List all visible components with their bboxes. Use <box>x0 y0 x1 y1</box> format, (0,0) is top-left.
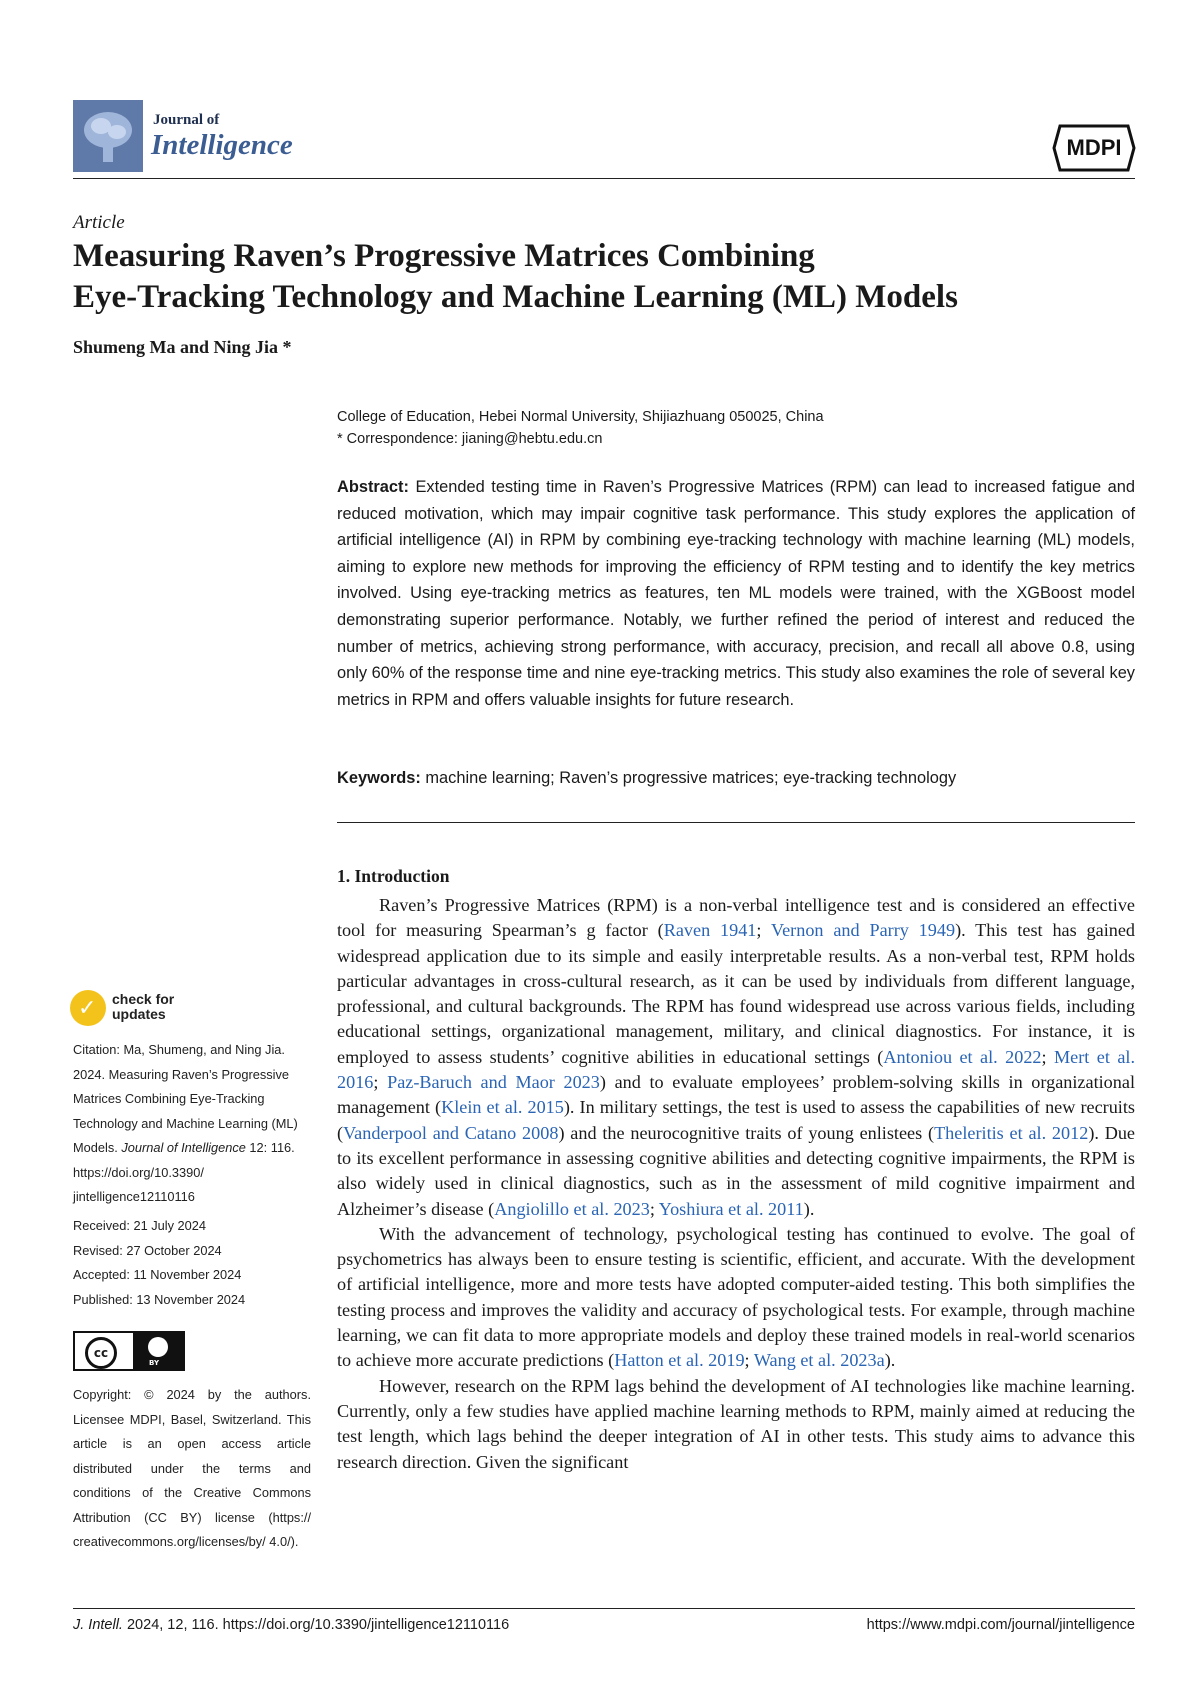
text-run: With the advancement of technology, psychological testing has continued to evolve. The goal of psychometrics has always been to ensure testing is scientific, efficient, and accurate. With the development of artificial intelligence, more and more tests have adopted computer-aided testing. This both simplifies the testing process and improves the validity and accuracy of psychological tests. For example, through machine learning, we can fit data to more appropriate models and deploy these trained models in real-world scenarios to achieve more accurate predictions ( <box>337 1223 1135 1371</box>
page-title <box>73 236 1143 318</box>
check-line-1: check for <box>112 991 175 1007</box>
citation-link[interactable]: Antoniou et al. 2022 <box>883 1046 1042 1067</box>
cc-part <box>75 1333 133 1369</box>
person-icon <box>148 1337 168 1357</box>
text-run: ; <box>649 1198 659 1219</box>
journal-of-label: Journal of <box>153 112 220 128</box>
check-text <box>112 992 174 1022</box>
abstract-label: Abstract: <box>337 478 409 496</box>
keywords <box>337 766 1135 790</box>
citation-link[interactable]: Theleritis et al. 2012 <box>934 1122 1089 1143</box>
mdpi-logo[interactable] <box>1050 118 1138 178</box>
journal-logo[interactable] <box>73 100 373 172</box>
text-run: ). <box>884 1350 896 1371</box>
title-line-2: Eye-Tracking Technology and Machine Learning (ML) Models <box>73 279 958 315</box>
check-line-2: updates <box>112 1006 166 1022</box>
abstract-rule <box>337 822 1135 823</box>
brain-icon <box>73 100 143 172</box>
cc-by-license-icon[interactable] <box>73 1331 185 1371</box>
text-run: ). Due to its excellent performance in assessing cognitive abilities and detecting cognitive impairments, the RPM is also widely used in clinical diagnostics, such as in the assessment of mild cognitive impairment and Alzheimer’s disease ( <box>337 1122 1136 1219</box>
footer-journal-abbr: J. Intell. <box>73 1617 123 1633</box>
text-run: ). In military settings, the test is used to assess the capabilities of new recruits ( <box>337 1097 1135 1143</box>
text-run: Raven’s Progressive Matrices (RPM) is a non-verbal intelligence test and is considered an effective tool for measuring Spearman’s g factor ( <box>337 895 1135 941</box>
body-text <box>337 893 1135 1475</box>
journal-name: Intelligence <box>151 129 293 161</box>
paragraph-3: However, research on the RPM lags behind the development of AI technologies like machine learning. Currently, only a few studies have applied machine learning methods to RPM, mainly aimed at reducing the test length, which lags behind the deeper integration of AI in other tests. This study aims to advance this research direction. Given the significant <box>337 1375 1135 1472</box>
citation-link[interactable]: Raven 1941 <box>663 920 757 941</box>
keywords-label: Keywords: <box>337 769 421 787</box>
text-run: ; <box>744 1350 754 1371</box>
footer-journal-url[interactable]: https://www.mdpi.com/journal/jintelligence <box>866 1617 1135 1633</box>
correspondence: * Correspondence: jianing@hebtu.edu.cn <box>337 431 603 447</box>
date-published: Published: 13 November 2024 <box>73 1291 246 1307</box>
citation-text: Citation: Ma, Shumeng, and Ning Jia. 2024. Measuring Raven’s Progressive Matrices Combining Eye-Tracking Technology and Machine Learning (ML) Models. <box>73 1042 298 1155</box>
paragraph-1 <box>337 893 1135 1222</box>
text-run: ). This test has gained widespread application due to its simple and easily interpretable results. As a non-verbal test, RPM holds particular advantages in cross-cultural research, as it can be used by individuals from different language, professional, and cultural backgrounds. The RPM has found widespread use across various fields, including educational settings, organizational management, military, and clinical diagnostics. For instance, it is employed to assess students’ cognitive abilities in educational settings ( <box>337 920 1136 1067</box>
citation-journal: Journal of Intelligence <box>121 1140 246 1155</box>
header-rule <box>73 178 1135 179</box>
authors: Shumeng Ma and Ning Jia * <box>73 337 292 357</box>
citation-link[interactable]: Wang et al. 2023a <box>753 1350 885 1371</box>
mdpi-text: MDPI <box>1066 135 1122 160</box>
cc-icon: cc <box>85 1337 117 1369</box>
keywords-text: machine learning; Raven’s progressive matrices; eye-tracking technology <box>425 769 957 787</box>
footer-doi[interactable]: 2024, 12, 116. https://doi.org/10.3390/jintelligence12110116 <box>122 1617 510 1633</box>
by-part <box>133 1333 183 1369</box>
date-accepted: Accepted: 11 November 2024 <box>73 1267 242 1282</box>
citation-block <box>73 1038 313 1210</box>
text-run: ; <box>756 920 771 941</box>
text-run: ; <box>1041 1046 1054 1067</box>
citation-link[interactable]: Vernon and Parry 1949 <box>770 920 956 941</box>
text-run: ) and to evaluate employees’ problem-solving skills in organizational management ( <box>337 1072 1135 1118</box>
citation-link[interactable]: Klein et al. 2015 <box>441 1097 564 1118</box>
paragraph-2 <box>337 1222 1135 1374</box>
citation-link[interactable]: Vanderpool and Catano 2008 <box>343 1122 559 1143</box>
article-type: Article <box>73 212 125 233</box>
citation-link[interactable]: Angiolillo et al. 2023 <box>494 1198 650 1219</box>
abstract-text: Extended testing time in Raven’s Progressive Matrices (RPM) can lead to increased fatigue and reduced motivation, which may impair cognitive task performance. This study explores the application of artificial intelligence (AI) in RPM by combining eye-tracking technology with machine learning (ML) models, aiming to explore new methods for improving the efficiency of RPM testing and to identify the key metrics involved. Using eye-tracking metrics as features, ten ML models were trained, with the XGBoost model demonstrating superior performance. Notably, we further refined the period of interest and reduced the number of metrics, achieving strong performance, with accuracy, precision, and recall all above 0.8, using only 60% of the response time and nine eye-tracking metrics. This study also examines the role of several key metrics in RPM and offers valuable insights for future research. <box>337 478 1135 709</box>
footer-rule <box>73 1608 1135 1609</box>
citation-link[interactable]: Paz-Baruch and Maor 2023 <box>387 1072 600 1093</box>
citation-link[interactable]: Hatton et al. 2019 <box>614 1350 745 1371</box>
copyright-block: Copyright: © 2024 by the authors. Licensee MDPI, Basel, Switzerland. This article is an open access article distributed under the terms and conditions of the Creative Commons Attribution (CC BY) license (https:// creativecommons.org/licenses/by/ 4.0/). <box>73 1387 311 1549</box>
affiliation: College of Education, Hebei Normal University, Shijiazhuang 050025, China <box>337 409 824 425</box>
citation-link[interactable]: Mert et al. 2016 <box>337 1046 1136 1093</box>
date-revised: Revised: 27 October 2024 <box>73 1242 222 1258</box>
by-label: BY <box>149 1359 160 1367</box>
section-heading: 1. Introduction <box>337 866 450 886</box>
dates-block <box>73 1214 313 1312</box>
check-for-updates-badge[interactable] <box>70 990 200 1030</box>
text-run: ). <box>803 1198 815 1219</box>
check-circle-icon: ✓ <box>70 990 106 1026</box>
citation-doi: 12: 116. https://doi.org/10.3390/ jintelligence12110116 <box>73 1140 295 1204</box>
text-run: ) and the neurocognitive traits of young enlistees ( <box>558 1122 935 1143</box>
text-run: ; <box>373 1072 388 1093</box>
footer-citation <box>73 1617 509 1633</box>
title-line-1: Measuring Raven’s Progressive Matrices Combining <box>73 238 815 274</box>
citation-link[interactable]: Yoshiura et al. 2011 <box>658 1198 804 1219</box>
abstract <box>337 474 1135 713</box>
date-received: Received: 21 July 2024 <box>73 1218 207 1233</box>
